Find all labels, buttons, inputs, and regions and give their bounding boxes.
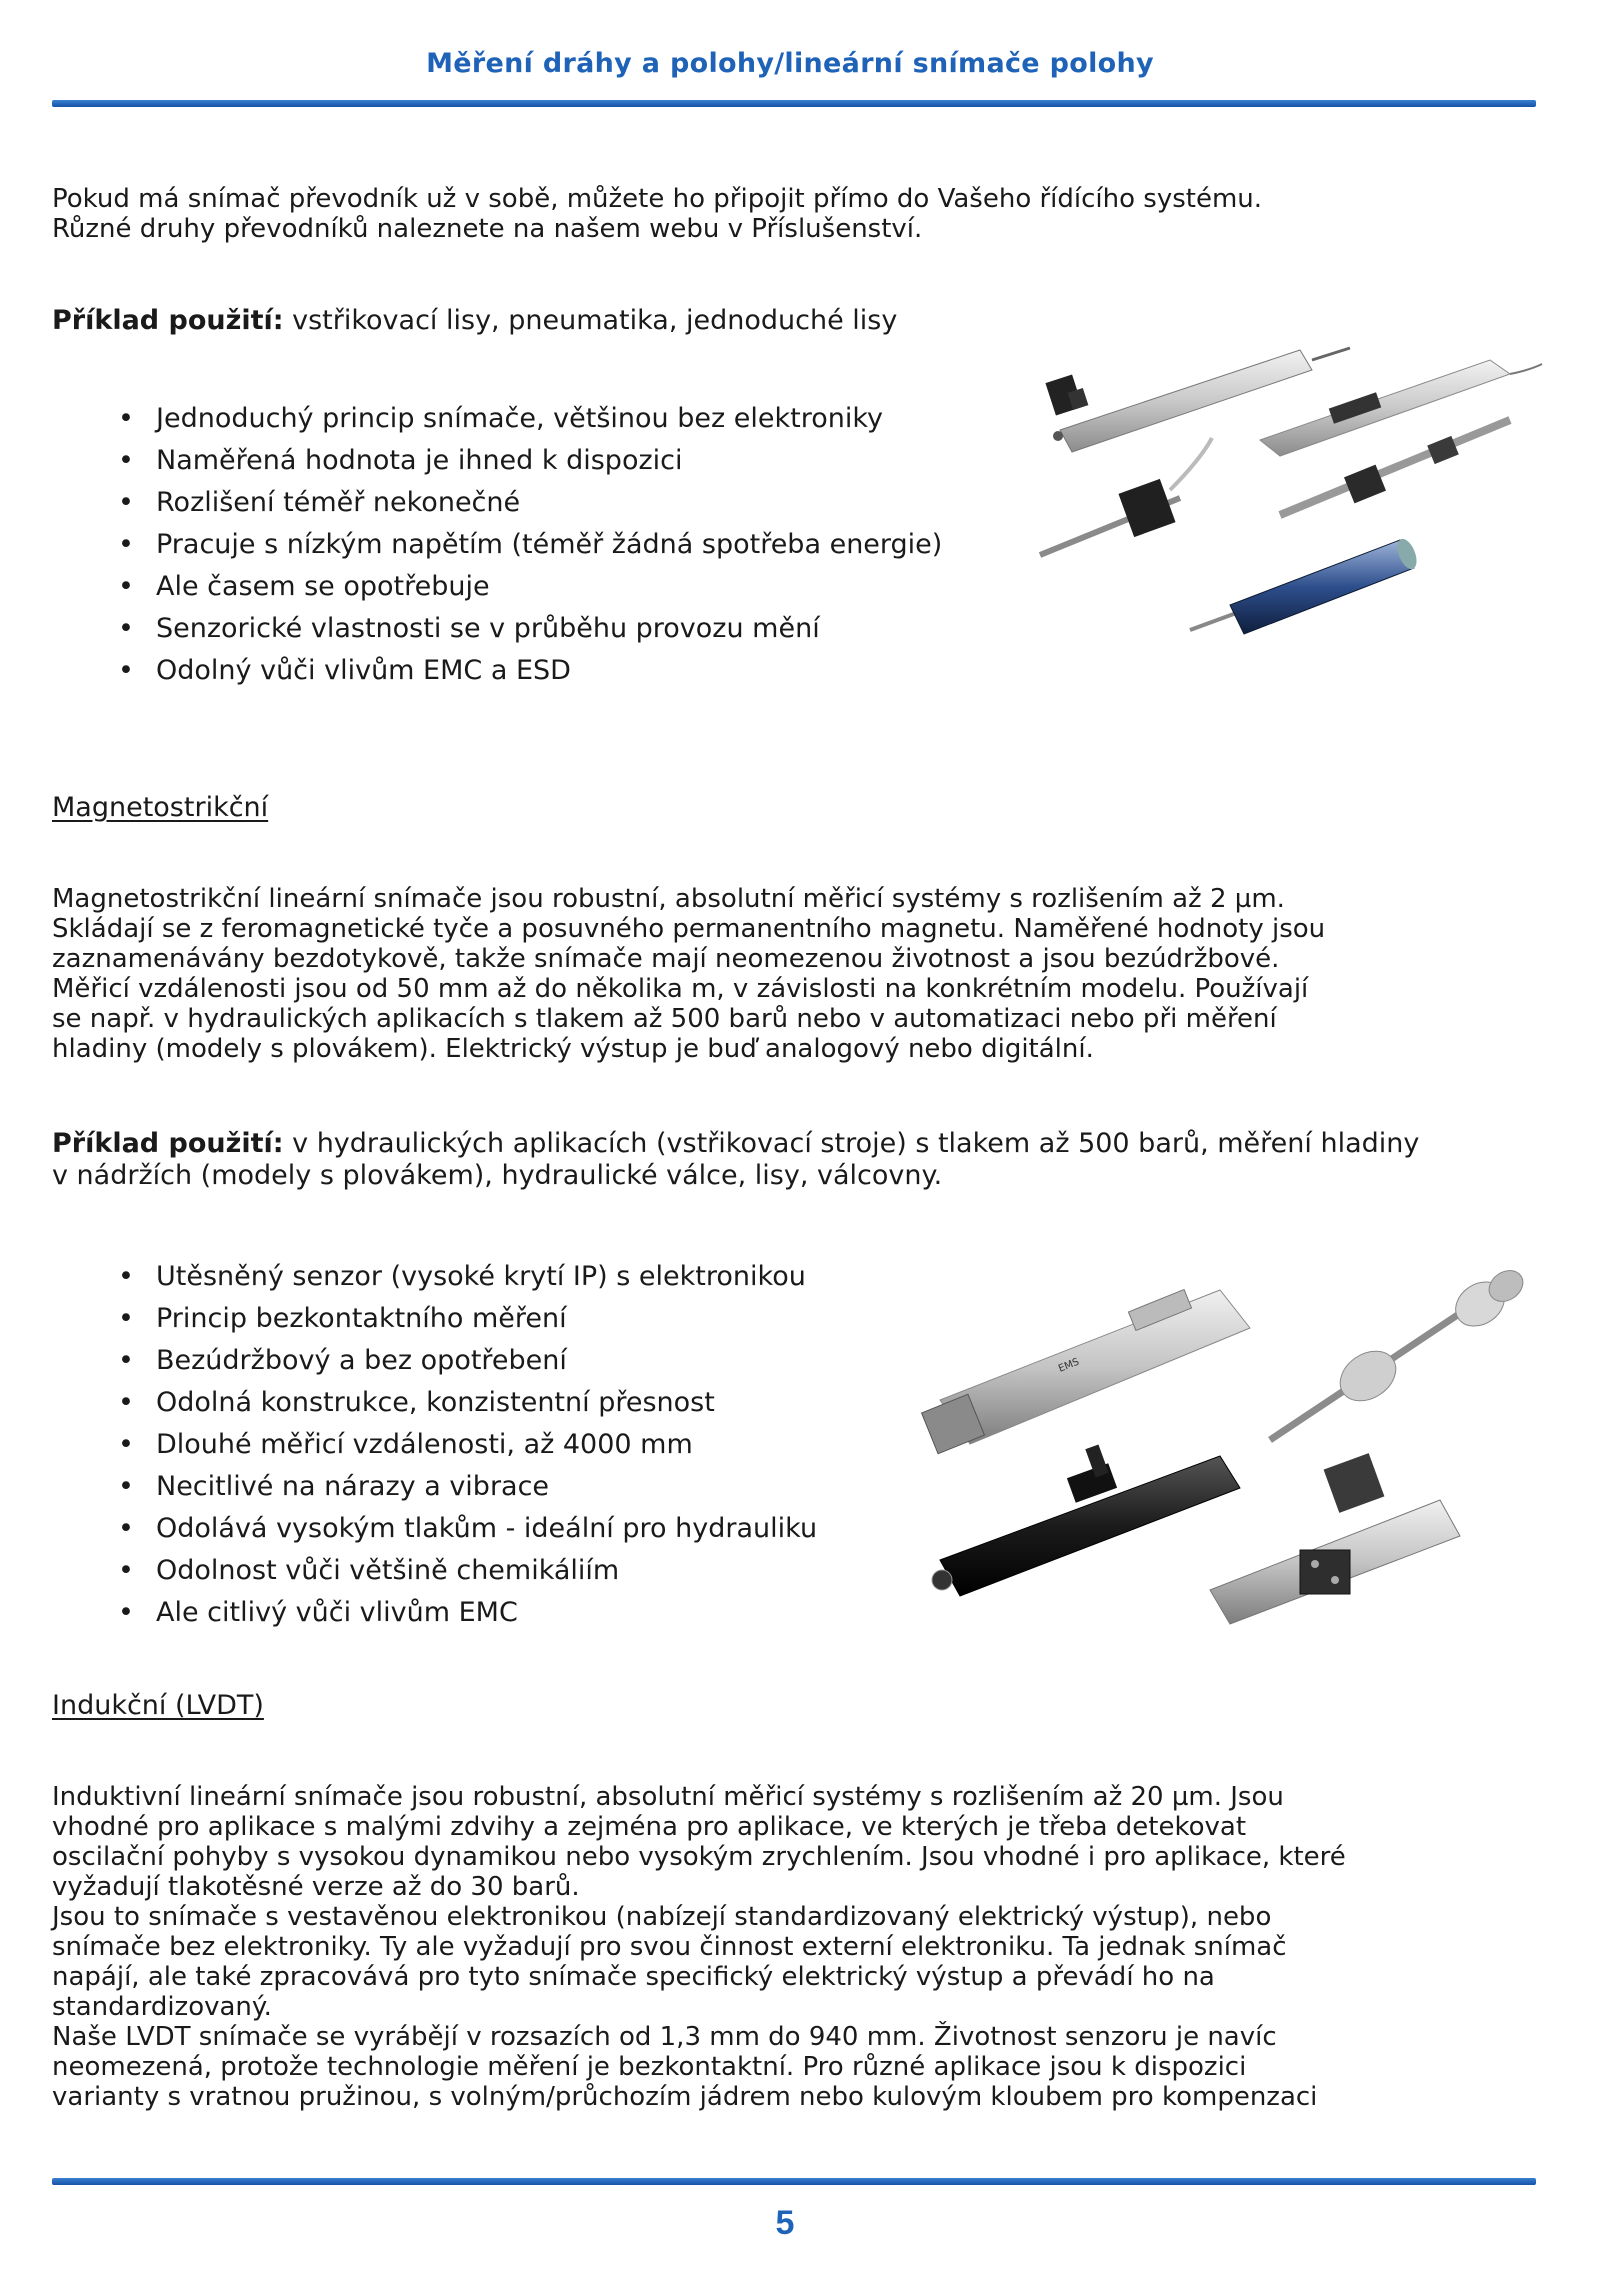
list-item: • Ale citlivý vůči vlivům EMC bbox=[156, 1592, 817, 1634]
magnetostrictive-paragraph bbox=[52, 884, 1552, 1064]
list-item: • Princip bezkontaktního měření bbox=[156, 1298, 817, 1340]
paragraph-line: standardizovaný. bbox=[52, 1992, 272, 2022]
list-item: • Odolává vysokým tlakům - ideální pro hydrauliku bbox=[156, 1508, 817, 1550]
sensor-photo bbox=[932, 1445, 1240, 1596]
brand-label: EMS bbox=[1057, 1356, 1081, 1375]
sensor-photo bbox=[1040, 438, 1212, 555]
section-heading-magnetostrictive: Magnetostrikční bbox=[52, 792, 269, 823]
page-title: Měření dráhy a polohy/lineární snímače polohy bbox=[426, 48, 1154, 79]
list-item: • Necitlivé na nárazy a vibrace bbox=[156, 1466, 817, 1508]
paragraph-line: vhodné pro aplikace s malými zdvihy a zejména pro aplikace, ve kterých je třeba detekovat bbox=[52, 1812, 1247, 1842]
list-item: • Jednoduchý princip snímače, většinou bez elektroniky bbox=[156, 398, 942, 440]
section-heading-lvdt: Indukční (LVDT) bbox=[52, 1690, 264, 1721]
sensor-photo bbox=[1260, 360, 1542, 456]
list-item: • Rozlišení téměř nekonečné bbox=[156, 482, 942, 524]
usage-label: Příklad použití: bbox=[52, 1128, 284, 1159]
paragraph-line: se např. v hydraulických aplikacích s tlakem až 500 barů nebo v automatizaci nebo při měření bbox=[52, 1004, 1277, 1034]
potentiometric-sensors-image bbox=[1030, 330, 1550, 670]
footer-rule bbox=[52, 2178, 1536, 2185]
magnetostrictive-sensors-image bbox=[920, 1260, 1560, 1630]
paragraph-line: Jsou to snímače s vestavěnou elektronikou (nabízejí standardizovaný elektrický výstup), nebo bbox=[52, 1902, 1272, 1932]
paragraph-line: neomezená, protože technologie měření je bezkontaktní. Pro různé aplikace jsou k dispozici bbox=[52, 2052, 1247, 2082]
paragraph-line: hladiny (modely s plovákem). Elektrický výstup je buď analogový nebo digitální. bbox=[52, 1034, 1094, 1064]
sensor-photo bbox=[1210, 1453, 1460, 1624]
list-item: • Ale časem se opotřebuje bbox=[156, 566, 942, 608]
intro-line: Pokud má snímač převodník už v sobě, můžete ho připojit přímo do Vašeho řídícího systému. bbox=[52, 184, 1263, 214]
paragraph-line: zaznamenávány bezdotykově, takže snímače mají neomezenou životnost a jsou bezúdržbové. bbox=[52, 944, 1280, 974]
paragraph-line: vyžadují tlakotěsné verze až do 30 barů. bbox=[52, 1872, 580, 1902]
intro-paragraph bbox=[52, 184, 1552, 244]
paragraph-line: Skládají se z feromagnetické tyče a posuvného permanentního magnetu. Naměřené hodnoty jsou bbox=[52, 914, 1326, 944]
paragraph-line: snímače bez elektroniky. Ty ale vyžadují pro svou činnost externí elektroniku. Ta jednak snímač bbox=[52, 1932, 1287, 1962]
list-item: • Senzorické vlastnosti se v průběhu provozu mění bbox=[156, 608, 942, 650]
usage-text: v nádržích (modely s plovákem), hydraulické válce, lisy, válcovny. bbox=[52, 1160, 943, 1191]
usage-label: Příklad použití: bbox=[52, 305, 284, 336]
potentiometer-feature-list bbox=[116, 398, 942, 692]
paragraph-line: Magnetostrikční lineární snímače jsou robustní, absolutní měřicí systémy s rozlišením až 2 µm. bbox=[52, 884, 1285, 914]
sensor-photo bbox=[1190, 536, 1420, 634]
paragraph-line: napájí, ale také zpracovává pro tyto snímače specifický elektrický výstup a převádí ho na bbox=[52, 1962, 1215, 1992]
list-item: • Naměřená hodnota je ihned k dispozici bbox=[156, 440, 942, 482]
list-item: • Odolnost vůči většině chemikáliím bbox=[156, 1550, 817, 1592]
usage-text: v hydraulických aplikacích (vstřikovací stroje) s tlakem až 500 barů, měření hladiny bbox=[283, 1128, 1420, 1159]
sensor-photo bbox=[1270, 1264, 1529, 1440]
list-item: • Odolný vůči vlivům EMC a ESD bbox=[156, 650, 942, 692]
list-item: • Pracuje s nízkým napětím (téměř žádná spotřeba energie) bbox=[156, 524, 942, 566]
usage-example-2 bbox=[52, 1128, 1552, 1192]
usage-text: vstřikovací lisy, pneumatika, jednoduché lisy bbox=[283, 305, 898, 336]
paragraph-line: varianty s vratnou pružinou, s volným/průchozím jádrem nebo kulovým kloubem pro kompenzaci bbox=[52, 2082, 1318, 2112]
paragraph-line: Induktivní lineární snímače jsou robustní, absolutní měřicí systémy s rozlišením až 20 µm. Jsou bbox=[52, 1782, 1284, 1812]
page-number: 5 bbox=[775, 2204, 795, 2242]
list-item: • Utěsněný senzor (vysoké krytí IP) s elektronikou bbox=[156, 1256, 817, 1298]
list-item: • Dlouhé měřicí vzdálenosti, až 4000 mm bbox=[156, 1424, 817, 1466]
list-item: • Bezúdržbový a bez opotřebení bbox=[156, 1340, 817, 1382]
intro-line: Různé druhy převodníků naleznete na našem webu v Příslušenství. bbox=[52, 214, 923, 244]
magnetostrictive-feature-list bbox=[116, 1256, 817, 1634]
paragraph-line: oscilační pohyby s vysokou dynamikou nebo vysokým zrychlením. Jsou vhodné i pro aplikace, které bbox=[52, 1842, 1346, 1872]
list-item: • Odolná konstrukce, konzistentní přesnost bbox=[156, 1382, 817, 1424]
lvdt-paragraph bbox=[52, 1782, 1552, 2112]
paragraph-line: Naše LVDT snímače se vyrábějí v rozsazích od 1,3 mm do 940 mm. Životnost senzoru je navíc bbox=[52, 2022, 1277, 2052]
header-rule bbox=[52, 100, 1536, 107]
paragraph-line: Měřicí vzdálenosti jsou od 50 mm až do několika m, v závislosti na konkrétním modelu. Používají bbox=[52, 974, 1309, 1004]
sensor-photo bbox=[922, 1289, 1250, 1453]
